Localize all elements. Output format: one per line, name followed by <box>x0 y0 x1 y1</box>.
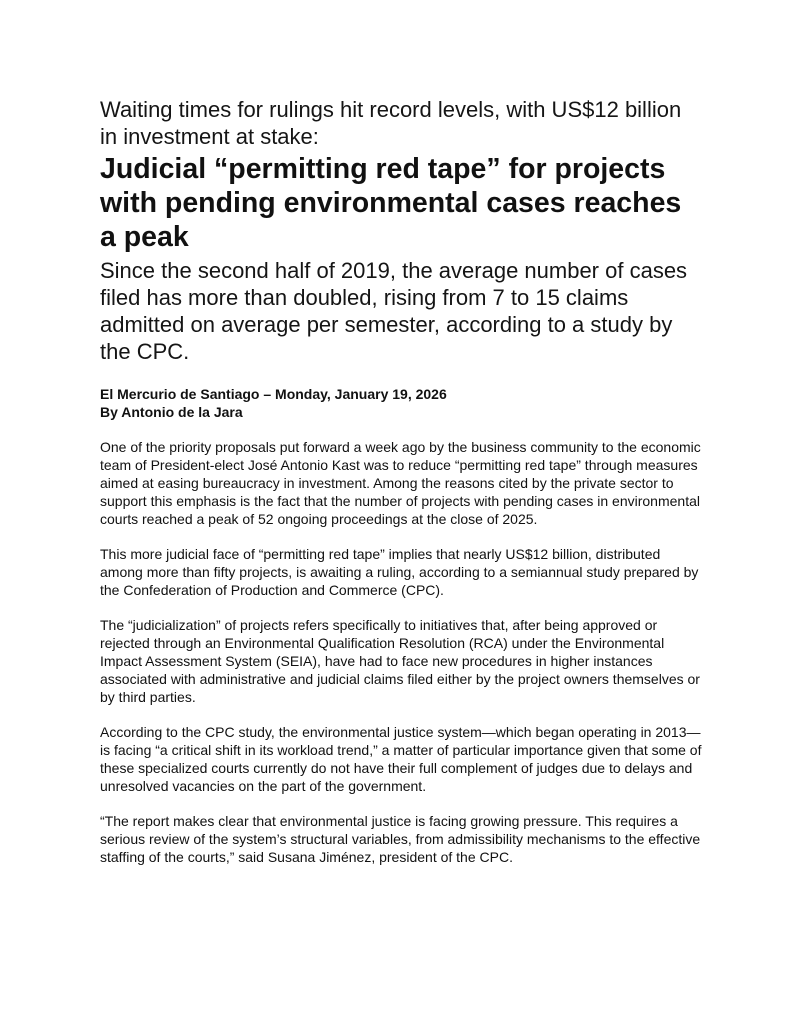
body-paragraph: One of the priority proposals put forward a week ago by the business community to the economic team of President-elect José Antonio Kast was to reduce “permitting red tape” through measures aimed at easing bureaucracy in investment. Among the reasons cited by the private sector to support this emphasis is the fact that the number of projects with pending cases in environmental courts reached a peak of 52 ongoing proceedings at the close of 2025. <box>100 439 701 527</box>
body-paragraph: The “judicialization” of projects refers specifically to initiatives that, after being approved or rejected through an Environmental Qualification Resolution (RCA) under the Environmental Impact Assessment System (SEIA), have had to face new procedures in higher instances associated with administrative and judicial claims filed either by the project owners themselves or by third parties. <box>100 617 700 705</box>
body-paragraph: “The report makes clear that environmental justice is facing growing pressure. This requires a serious review of the system’s structural variables, from admissibility mechanisms to the effective staffing of the courts,” said Susana Jiménez, president of the CPC. <box>100 813 701 865</box>
article-headline: Judicial “permitting red tape” for projects with pending environmental cases reaches a peak <box>100 153 682 253</box>
article <box>100 96 704 883</box>
body-paragraph: This more judicial face of “permitting red tape” implies that nearly US$12 billion, distributed among more than fifty projects, is awaiting a ruling, according to a semiannual study prepared by the Confederation of Production and Commerce (CPC). <box>100 546 699 598</box>
article-kicker: Waiting times for rulings hit record levels, with US$12 billion in investment at stake: <box>100 97 682 149</box>
body-paragraph: According to the CPC study, the environmental justice system—which began operating in 2013—is facing “a critical shift in its workload trend,” a matter of particular importance given that some of these specialized courts currently do not have their full complement of judges due to delays and unresolved vacancies on the part of the government. <box>100 724 702 794</box>
article-deck: Since the second half of 2019, the average number of cases filed has more than doubled, rising from 7 to 15 claims admitted on average per semester, according to a study by the CPC. <box>100 258 688 364</box>
author-line: By Antonio de la Jara <box>100 404 243 420</box>
source-line: El Mercurio de Santiago – Monday, January 19, 2026 <box>100 386 447 402</box>
article-body <box>100 438 704 866</box>
byline <box>100 385 704 421</box>
